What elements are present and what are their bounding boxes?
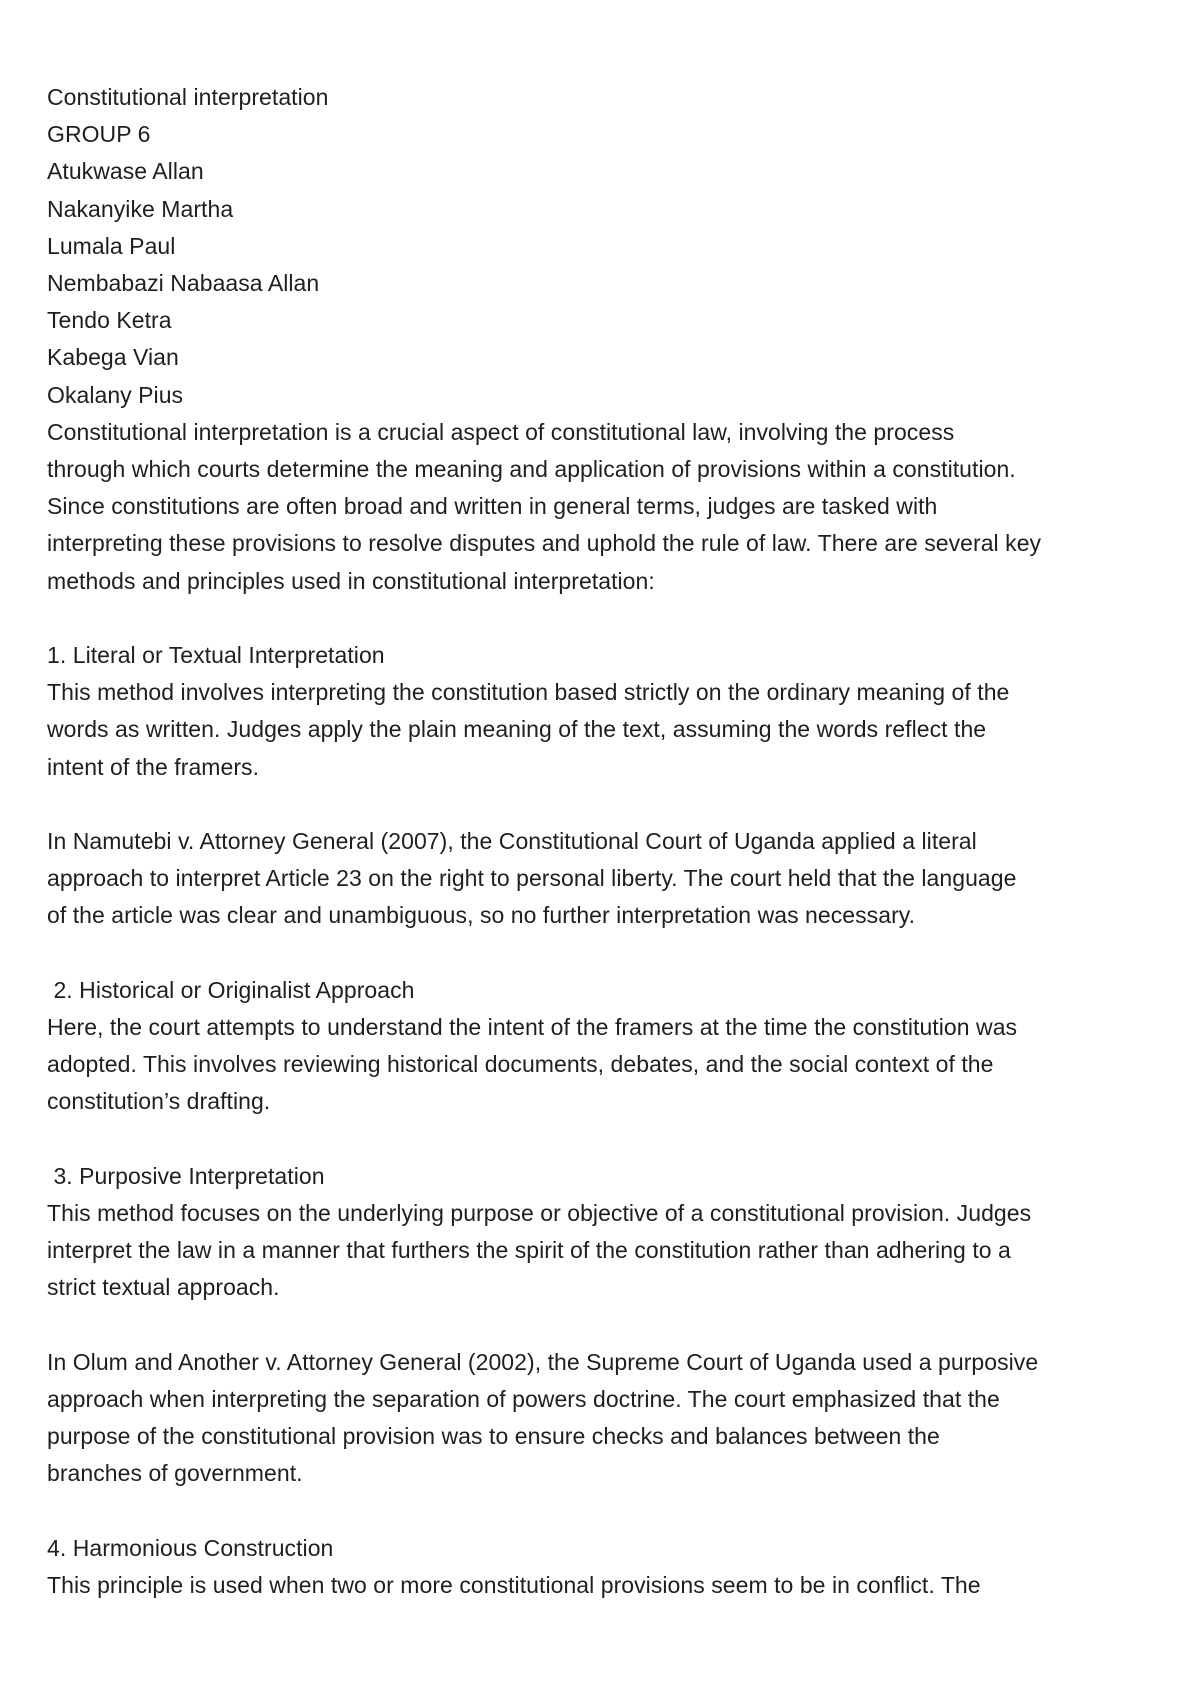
member-name: Nakanyike Martha — [47, 195, 234, 222]
blank-line — [47, 786, 1167, 823]
member-name: Tendo Ketra — [47, 307, 172, 334]
section-body — [47, 1567, 1167, 1604]
case-line: of the article was clear and unambiguous, so no further interpretation was necessary. — [47, 902, 916, 929]
section-heading: 3. Purposive Interpretation — [47, 1162, 325, 1189]
case-line: branches of government. — [47, 1460, 303, 1487]
body-line: words as written. Judges apply the plain meaning of the text, assuming the words reflect the — [47, 716, 987, 743]
case-line: In Namutebi v. Attorney General (2007), the Constitutional Court of Uganda applied a literal — [47, 828, 977, 855]
body-line: This method involves interpreting the constitution based strictly on the ordinary meaning of the — [47, 679, 1010, 706]
body-line: interpret the law in a manner that furthers the spirit of the constitution rather than adhering to a — [47, 1237, 1011, 1264]
case-line: In Olum and Another v. Attorney General (2002), the Supreme Court of Uganda used a purposive — [47, 1348, 1039, 1375]
intro-paragraph — [47, 414, 1167, 600]
blank-line — [47, 1121, 1167, 1158]
case-line: approach when interpreting the separation of powers doctrine. The court emphasized that the — [47, 1386, 1000, 1413]
body-line: constitution’s drafting. — [47, 1088, 271, 1115]
intro-line: methods and principles used in constitutional interpretation: — [47, 567, 655, 594]
body-line: This principle is used when two or more constitutional provisions seem to be in conflict. The — [47, 1572, 981, 1599]
intro-line: interpreting these provisions to resolve disputes and uphold the rule of law. There are several key — [47, 530, 1042, 557]
group-label: GROUP 6 — [47, 121, 151, 148]
body-line: intent of the framers. — [47, 753, 260, 780]
blank-line — [47, 1307, 1167, 1344]
member-name: Nembabazi Nabaasa Allan — [47, 270, 320, 297]
case-paragraph — [47, 1344, 1167, 1493]
section-body — [47, 674, 1167, 786]
intro-line: Constitutional interpretation is a crucial aspect of constitutional law, involving the process — [47, 418, 955, 445]
blank-line — [47, 1493, 1167, 1530]
member-name: Kabega Vian — [47, 344, 179, 371]
body-line: This method focuses on the underlying purpose or objective of a constitutional provision. Judges — [47, 1200, 1032, 1227]
blank-line — [47, 935, 1167, 972]
member-name: Lumala Paul — [47, 232, 176, 259]
section-heading: 1. Literal or Textual Interpretation — [47, 642, 385, 669]
case-paragraph — [47, 823, 1167, 935]
member-name: Okalany Pius — [47, 381, 184, 408]
section-body — [47, 1009, 1167, 1121]
blank-line — [47, 600, 1167, 637]
case-line: approach to interpret Article 23 on the right to personal liberty. The court held that the language — [47, 865, 1017, 892]
section-body — [47, 1195, 1167, 1307]
document-title: Constitutional interpretation — [47, 84, 329, 110]
body-line: strict textual approach. — [47, 1274, 280, 1301]
body-line: adopted. This involves reviewing historical documents, debates, and the social context of the — [47, 1051, 994, 1078]
document-body — [47, 79, 1167, 1604]
member-name: Atukwase Allan — [47, 158, 204, 185]
intro-line: through which courts determine the meaning and application of provisions within a constitution. — [47, 456, 1016, 483]
case-line: purpose of the constitutional provision was to ensure checks and balances between the — [47, 1423, 940, 1450]
section-heading: 2. Historical or Originalist Approach — [47, 976, 415, 1003]
body-line: Here, the court attempts to understand the intent of the framers at the time the constitution was — [47, 1014, 1018, 1041]
section-heading: 4. Harmonious Construction — [47, 1534, 334, 1561]
intro-line: Since constitutions are often broad and written in general terms, judges are tasked with — [47, 493, 938, 520]
